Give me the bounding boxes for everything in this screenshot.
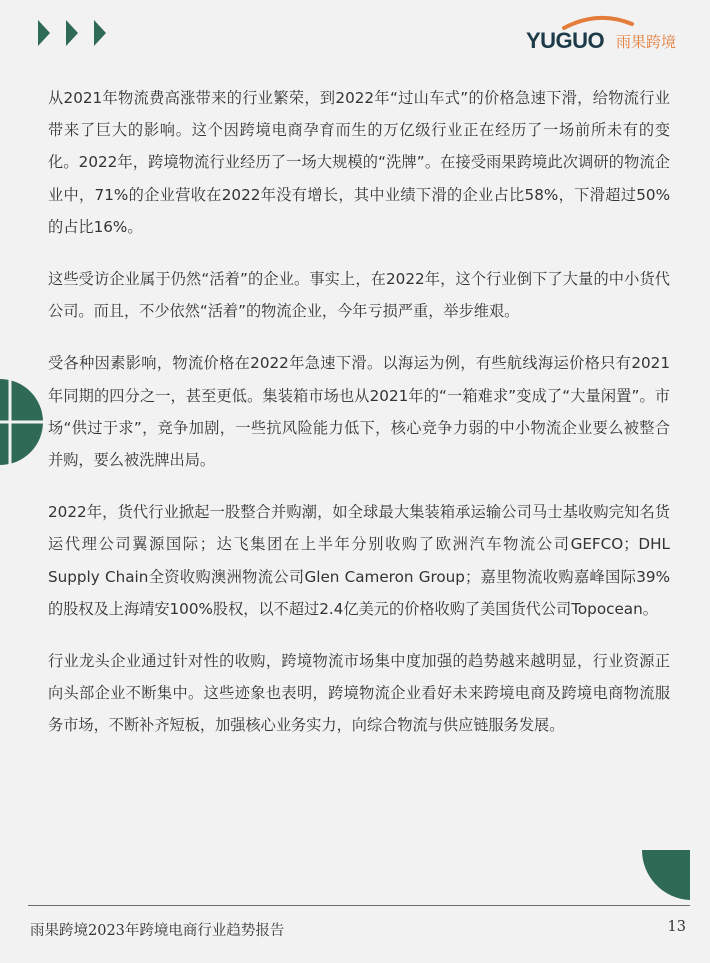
article-body bbox=[48, 82, 670, 762]
decorative-circle-grid bbox=[0, 368, 46, 488]
paragraph: 从2021年物流费高涨带来的行业繁荣，到2022年“过山车式”的价格急速下滑，给物流行业带来了巨大的影响。这个因跨境电商孕育而生的万亿级行业正在经历了一场前所未有的变化。2022年，跨境物流行业经历了一场大规模的“洗牌”。在接受雨果跨境此次调研的物流企业中，71%的企业营收在2022年没有增长，其中业绩下滑的企业占比58%，下滑超过50%的占比16%。 bbox=[48, 89, 670, 236]
paragraph: 这些受访企业属于仍然“活着”的企业。事实上，在2022年，这个行业倒下了大量的中小货代公司。而且，不少依然“活着”的物流企业，今年亏损严重，举步维艰。 bbox=[48, 270, 670, 321]
yuguo-logo bbox=[524, 14, 684, 54]
footer-report-title: 雨果跨境2023年跨境电商行业趋势报告 bbox=[30, 923, 285, 939]
paragraph: 行业龙头企业通过针对性的收购，跨境物流市场集中度加强的趋势越来越明显，行业资源正向头部企业不断集中。这些迹象也表明，跨境物流企业看好未来跨境电商及跨境电商物流服务市场，不断补齐短板，加强核心业务实力，向综合物流与供应链服务发展。 bbox=[48, 652, 670, 735]
decorative-quarter-circle bbox=[640, 848, 692, 902]
logo-text-en: YUGUO bbox=[526, 28, 605, 53]
page-number: 13 bbox=[667, 919, 686, 935]
paragraph: 2022年，货代行业掀起一股整合并购潮，如全球最大集装箱承运输公司马士基收购完知名货运代理公司翼源国际；达飞集团在上半年分别收购了欧洲汽车物流公司GEFCO；DHL Supply Chain全资收购澳洲物流公司Glen Cameron Group；嘉里物流收购嘉峰国际39%的股权及上海靖安100%股权，以不超过2.4亿美元的价格收购了美国货代公司Topocean。 bbox=[48, 503, 670, 618]
arrow-icon bbox=[38, 20, 50, 46]
arrow-icon bbox=[94, 20, 106, 46]
paragraph: 受各种因素影响，物流价格在2022年急速下滑。以海运为例，有些航线海运价格只有2021年同期的四分之一，甚至更低。集装箱市场也从2021年的“一箱难求”变成了“大量闲置”。市场“供过于求”，竞争加剧，一些抗风险能力低下，核心竞争力弱的中小物流企业要么被整合并购，要么被洗牌出局。 bbox=[48, 354, 670, 470]
header-arrows bbox=[38, 20, 106, 46]
logo-text-cn: 雨果跨境 bbox=[616, 33, 677, 51]
arrow-icon bbox=[66, 20, 78, 46]
footer-divider bbox=[28, 905, 690, 906]
